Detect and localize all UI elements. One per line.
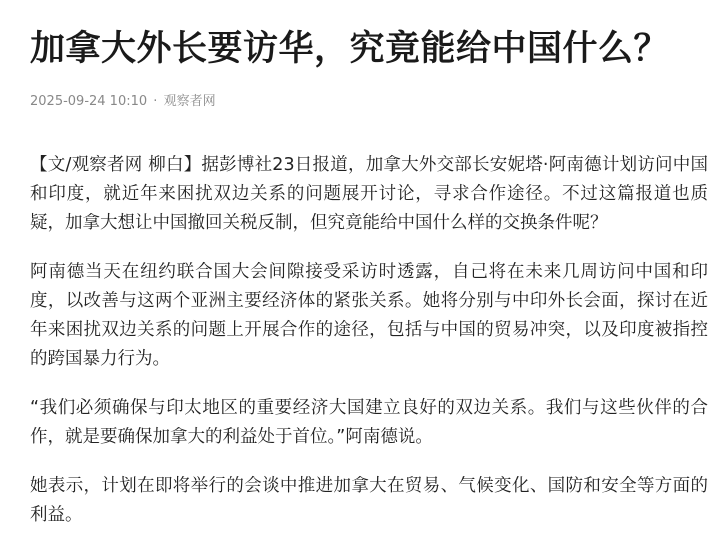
article-meta — [30, 93, 710, 111]
article-source[interactable]: 观察者网 — [163, 94, 216, 109]
paragraph: 阿南德当天在纽约联合国大会间隙接受采访时透露，自己将在未来几周访问中国和印度，以改善与这两个亚洲主要经济体的紧张关系。她将分别与中印外长会面，探讨在近年来困扰双边关系的问题上开展合作的途径，包括与中国的贸易冲突，以及印度被指控的跨国暴力行为。 — [30, 262, 708, 369]
article-title: 加拿大外长要访华，究竟能给中国什么？ — [30, 29, 670, 69]
article-body — [30, 151, 710, 530]
paragraph: 【文/观察者网 柳白】据彭博社23日报道，加拿大外交部长安妮塔·阿南德计划访问中国和印度，就近年来困扰双边关系的问题展开讨论，寻求合作途径。不过这篇报道也质疑，加拿大想让中国撤回关税反制，但究竟能给中国什么样的交换条件呢？ — [30, 155, 708, 233]
paragraph: 她表示，计划在即将举行的会谈中推进加拿大在贸易、气候变化、国防和安全等方面的利益。 — [30, 476, 708, 525]
article — [30, 22, 710, 550]
publish-date: 2025-09-24 10:10 — [30, 94, 148, 109]
meta-separator: · — [153, 94, 158, 109]
paragraph: “我们必须确保与印太地区的重要经济大国建立良好的双边关系。我们与这些伙伴的合作，就是要确保加拿大的利益处于首位。”阿南德说。 — [30, 398, 708, 447]
